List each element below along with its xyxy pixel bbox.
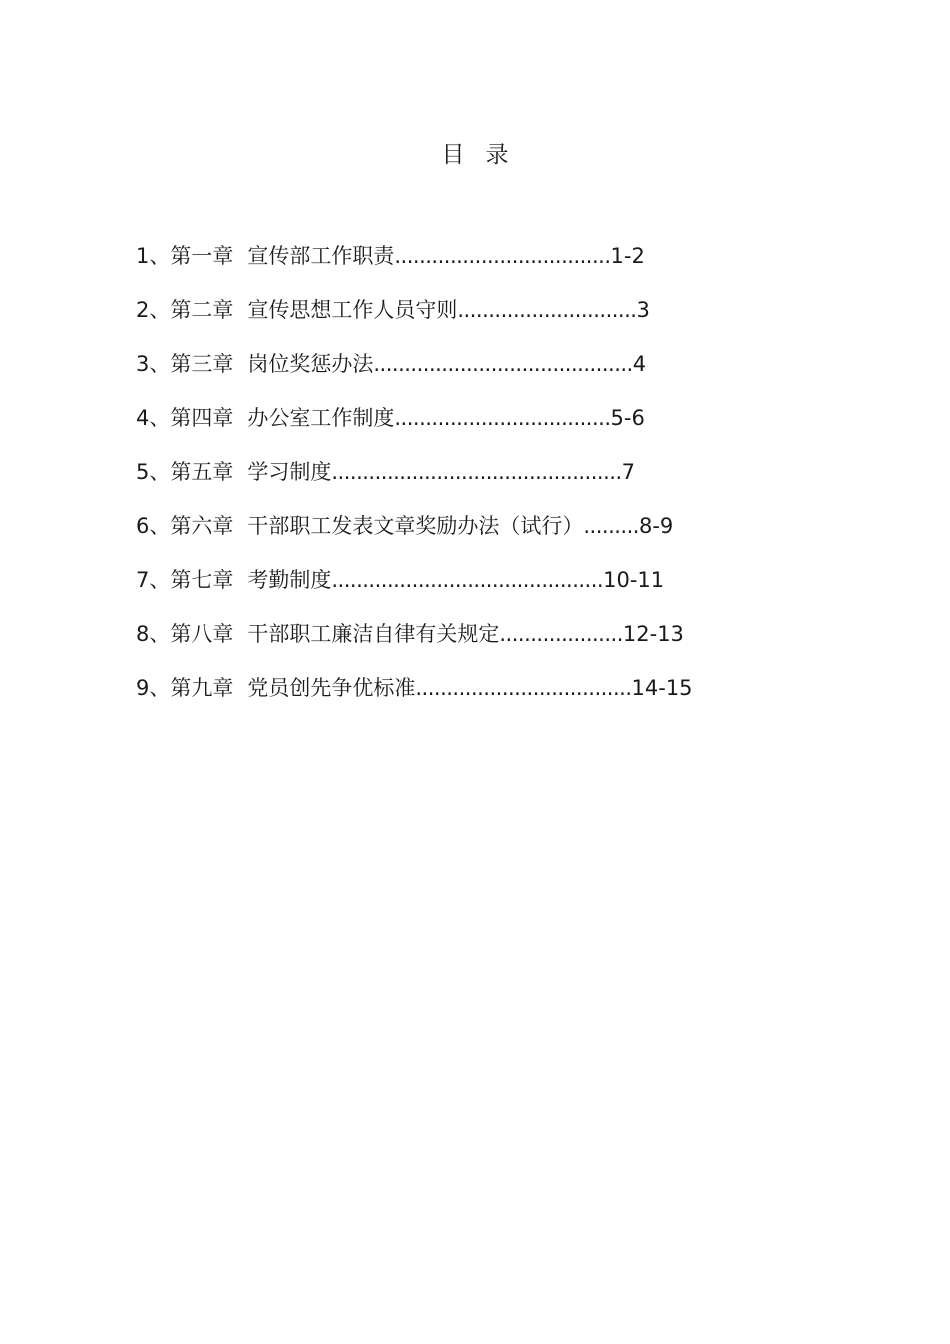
toc-entry-3 — [136, 347, 836, 401]
toc-chapter-number: 8、第八章 — [136, 622, 234, 646]
toc-chapter-title: 办公室工作制度 — [247, 406, 395, 430]
toc-chapter-title: 宣传思想工作人员守则 — [247, 298, 458, 322]
toc-chapter-number: 3、第三章 — [136, 352, 234, 376]
toc-page-range: 8-9 — [638, 514, 674, 538]
title-char-2: 录 — [485, 142, 509, 168]
toc-page-range: 7 — [621, 460, 635, 484]
toc-chapter-number: 9、第九章 — [136, 676, 234, 700]
toc-page-range: 5-6 — [610, 406, 645, 430]
toc-entry-6 — [136, 509, 836, 563]
toc-chapter-number: 5、第五章 — [136, 460, 234, 484]
toc-page-range: 12-13 — [622, 622, 684, 646]
toc-page-range: 3 — [636, 298, 650, 322]
toc-dot-leader: ............................. — [457, 298, 637, 322]
toc-dot-leader: .................... — [499, 622, 623, 646]
toc-dot-leader: ............................................... — [331, 460, 622, 484]
toc-chapter-title: 宣传部工作职责 — [247, 244, 395, 268]
toc-chapter-title: 党员创先争优标准 — [247, 676, 416, 700]
toc-entry-1 — [136, 239, 836, 293]
toc-dot-leader: ................................... — [415, 676, 632, 700]
toc-chapter-number: 1、第一章 — [136, 244, 234, 268]
page-title — [0, 136, 950, 169]
toc-dot-leader: ............................................ — [331, 568, 604, 592]
toc-chapter-title: 干部职工发表文章奖励办法（试行） — [247, 514, 584, 538]
toc-chapter-number: 4、第四章 — [136, 406, 234, 430]
table-of-contents — [136, 239, 836, 725]
toc-chapter-title: 学习制度 — [247, 460, 332, 484]
toc-chapter-title: 岗位奖惩办法 — [247, 352, 374, 376]
toc-entry-5 — [136, 455, 836, 509]
toc-entry-2 — [136, 293, 836, 347]
toc-page-range: 10-11 — [603, 568, 665, 592]
toc-dot-leader: .......................................... — [373, 352, 633, 376]
toc-page-range: 1-2 — [610, 244, 645, 268]
toc-dot-leader: ................................... — [394, 406, 611, 430]
toc-entry-4 — [136, 401, 836, 455]
toc-chapter-title: 干部职工廉洁自律有关规定 — [247, 622, 500, 646]
toc-chapter-number: 2、第二章 — [136, 298, 234, 322]
toc-entry-9 — [136, 671, 836, 725]
toc-chapter-number: 7、第七章 — [136, 568, 234, 592]
toc-dot-leader: ................................... — [394, 244, 611, 268]
toc-chapter-number: 6、第六章 — [136, 514, 234, 538]
toc-entry-8 — [136, 617, 836, 671]
toc-page-range: 14-15 — [631, 676, 693, 700]
toc-page-range: 4 — [632, 352, 647, 376]
toc-dot-leader: ......... — [583, 514, 639, 538]
toc-entry-7 — [136, 563, 836, 617]
title-char-1: 目 — [441, 142, 465, 168]
toc-chapter-title: 考勤制度 — [247, 568, 332, 592]
